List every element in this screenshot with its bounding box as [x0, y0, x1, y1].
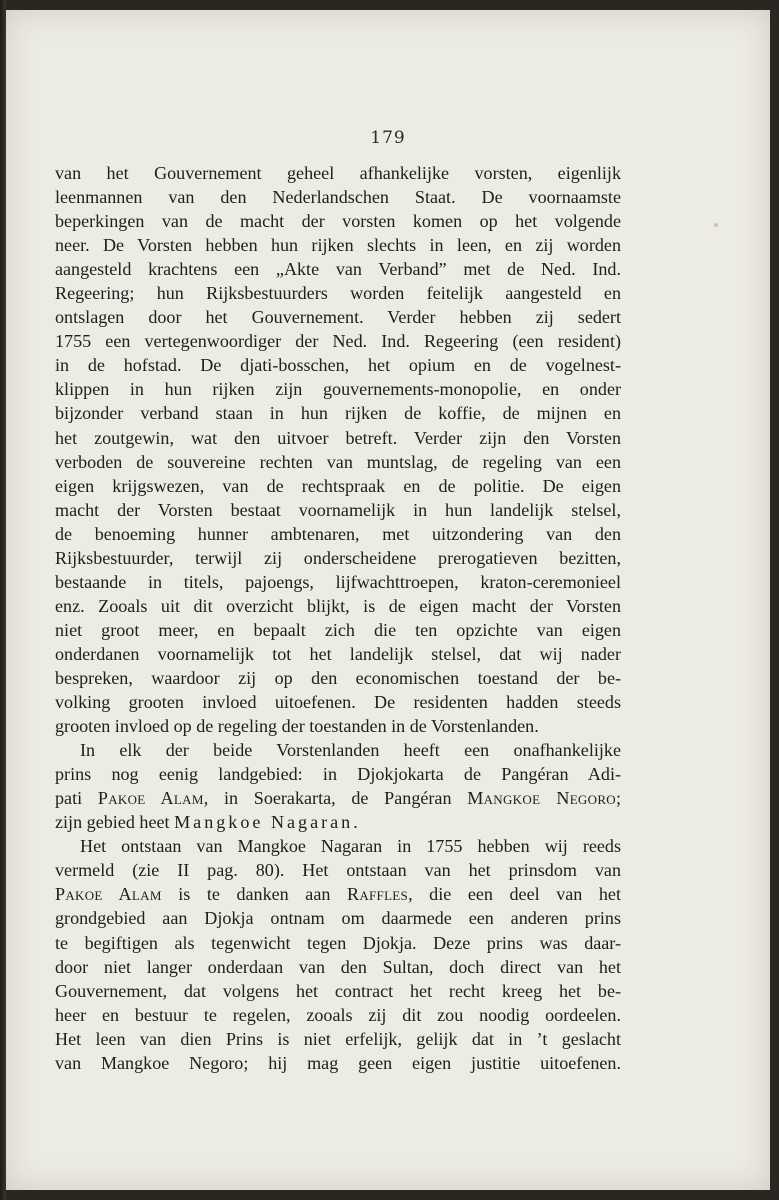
- text-run: bespreken, waardoor zij op den economischen toestand der be-: [55, 667, 621, 688]
- text-run: heer en bestuur te regelen, zooals zij dit zou noodig oordeelen.: [55, 1004, 621, 1025]
- text-line: [55, 329, 621, 353]
- text-run: bijzonder verband staan in hun rijken de koffie, de mijnen en: [55, 403, 621, 424]
- text-line: [55, 1027, 621, 1051]
- text-run: vermeld (zie II pag. 80). Het ontstaan van het prinsdom van: [55, 860, 621, 881]
- text-line: [55, 546, 621, 570]
- text-run: eigen krijgswezen, van de rechtspraak en de politie. De eigen: [55, 475, 621, 496]
- text-run: in de hofstad. De djati-bosschen, het opium en de vogelnest-: [55, 355, 621, 376]
- text-line: [55, 931, 621, 955]
- text-run: onderdanen voornamelijk tot het landelijk stelsel, dat wij nader: [55, 643, 621, 664]
- text-line: [55, 642, 621, 666]
- text-line: [55, 714, 621, 738]
- name-small-caps: Raffles: [346, 884, 409, 905]
- text-line: [55, 209, 621, 233]
- text-run: enz. Zooals uit dit overzicht blijkt, is de eigen macht der Vorsten: [55, 595, 621, 616]
- text-line: [55, 474, 621, 498]
- text-run: macht der Vorsten bestaat voornamelijk in hun landelijk stelsel,: [55, 499, 621, 520]
- text-line: [55, 305, 621, 329]
- text-line: [55, 906, 621, 930]
- text-run: aangesteld krachtens een „Akte van Verband” met de Ned. Ind.: [55, 259, 621, 280]
- text-line: [55, 979, 621, 1003]
- text-line: [55, 858, 621, 882]
- text-line: [55, 233, 621, 257]
- text-run: , die een deel van het: [408, 884, 621, 905]
- paper-speck: [714, 223, 718, 227]
- text-run: de benoeming hunner ambtenaren, met uitzondering van den: [55, 523, 621, 544]
- text-run: van het Gouvernement geheel afhankelijke vorsten, eigenlijk: [55, 163, 621, 183]
- name-small-caps: Mangkoe Negoro: [467, 788, 616, 809]
- text-line: [55, 401, 621, 425]
- text-run: ;: [615, 788, 622, 809]
- text-line: [55, 618, 621, 642]
- body-text: [55, 161, 621, 1075]
- text-line: [55, 1051, 621, 1075]
- text-run: Regeering; hun Rijksbestuurders worden feitelijk aangesteld en: [55, 283, 621, 304]
- name-spaced: Mangkoe Nagaran: [174, 812, 354, 833]
- text-line: [55, 594, 621, 618]
- text-run: bestaande in titels, pajoengs, lijfwachttroepen, kraton-ceremonieel: [55, 571, 621, 592]
- text-run: beperkingen van de macht der vorsten komen op het volgende: [55, 211, 621, 232]
- text-run: neer. De Vorsten hebben hun rijken slechts in leen, en zij worden: [55, 235, 621, 256]
- text-run: .: [353, 812, 358, 833]
- text-line: [55, 810, 621, 834]
- text-run: Gouvernement, dat volgens het contract het recht kreeg het be-: [55, 980, 621, 1001]
- text-run: 1755 een vertegenwoordiger der Ned. Ind. Regeering (een resident): [55, 331, 621, 352]
- text-run: door niet langer onderdaan van den Sultan, doch direct van het: [55, 956, 621, 977]
- text-run: leenmannen van den Nederlandschen Staat. De voornaamste: [55, 187, 621, 208]
- text-line: [55, 955, 621, 979]
- text-run: , in Soerakarta, de Pangéran: [203, 788, 468, 809]
- name-small-caps: Pakoe Alam: [97, 788, 204, 809]
- book-page: [6, 10, 770, 1190]
- text-run: niet groot meer, en bepaalt zich die ten opzichte van eigen: [55, 619, 621, 640]
- text-line: [55, 834, 621, 858]
- text-run: Het ontstaan van Mangkoe Nagaran in 1755 hebben wij reeds: [80, 836, 621, 857]
- text-line: [55, 498, 621, 522]
- text-run: van Mangkoe Negoro; hij mag geen eigen justitie uitoefenen.: [55, 1052, 621, 1073]
- text-line: [55, 161, 621, 185]
- text-line: [55, 185, 621, 209]
- text-line: [55, 522, 621, 546]
- text-run: pati: [55, 788, 98, 809]
- text-line: [55, 738, 621, 762]
- text-run: is te danken aan: [161, 884, 347, 905]
- text-line: [55, 257, 621, 281]
- text-line: [55, 570, 621, 594]
- page-number: 179: [370, 128, 406, 148]
- text-line: [55, 377, 621, 401]
- text-run: volking grooten invloed uitoefenen. De residenten hadden steeds: [55, 692, 621, 713]
- text-run: zijn gebied heet: [55, 812, 175, 833]
- text-run: grondgebied aan Djokja ontnam om daarmede een anderen prins: [55, 908, 621, 929]
- text-line: [55, 666, 621, 690]
- text-run: prins nog eenig landgebied: in Djokjokarta de Pangéran Adi-: [55, 764, 621, 785]
- text-line: [55, 450, 621, 474]
- text-line: [55, 281, 621, 305]
- text-run: ontslagen door het Gouvernement. Verder hebben zij sedert: [55, 307, 621, 328]
- text-run: Rijksbestuurder, terwijl zij onderscheidene prerogatieven bezitten,: [55, 547, 621, 568]
- text-line: [55, 353, 621, 377]
- text-run: In elk der beide Vorstenlanden heeft een onafhankelijke: [80, 740, 621, 761]
- text-line: [55, 1003, 621, 1027]
- text-run: verboden de souvereine rechten van muntslag, de regeling van een: [55, 451, 621, 472]
- text-line: [55, 762, 621, 786]
- text-run: Het leen van dien Prins is niet erfelijk, gelijk dat in ’t geslacht: [55, 1028, 621, 1049]
- text-run: te begiftigen als tegenwicht tegen Djokja. Deze prins was daar-: [55, 932, 621, 953]
- text-line: [55, 882, 621, 906]
- text-run: het zoutgewin, wat den uitvoer betreft. Verder zijn den Vorsten: [55, 427, 621, 448]
- text-line: [55, 426, 621, 450]
- name-small-caps: Pakoe Alam: [55, 884, 162, 905]
- text-line: [55, 786, 621, 810]
- text-run: klippen in hun rijken zijn gouvernements-monopolie, en onder: [55, 379, 621, 400]
- text-run: grooten invloed op de regeling der toestanden in de Vorstenlanden.: [55, 716, 539, 737]
- text-line: [55, 690, 621, 714]
